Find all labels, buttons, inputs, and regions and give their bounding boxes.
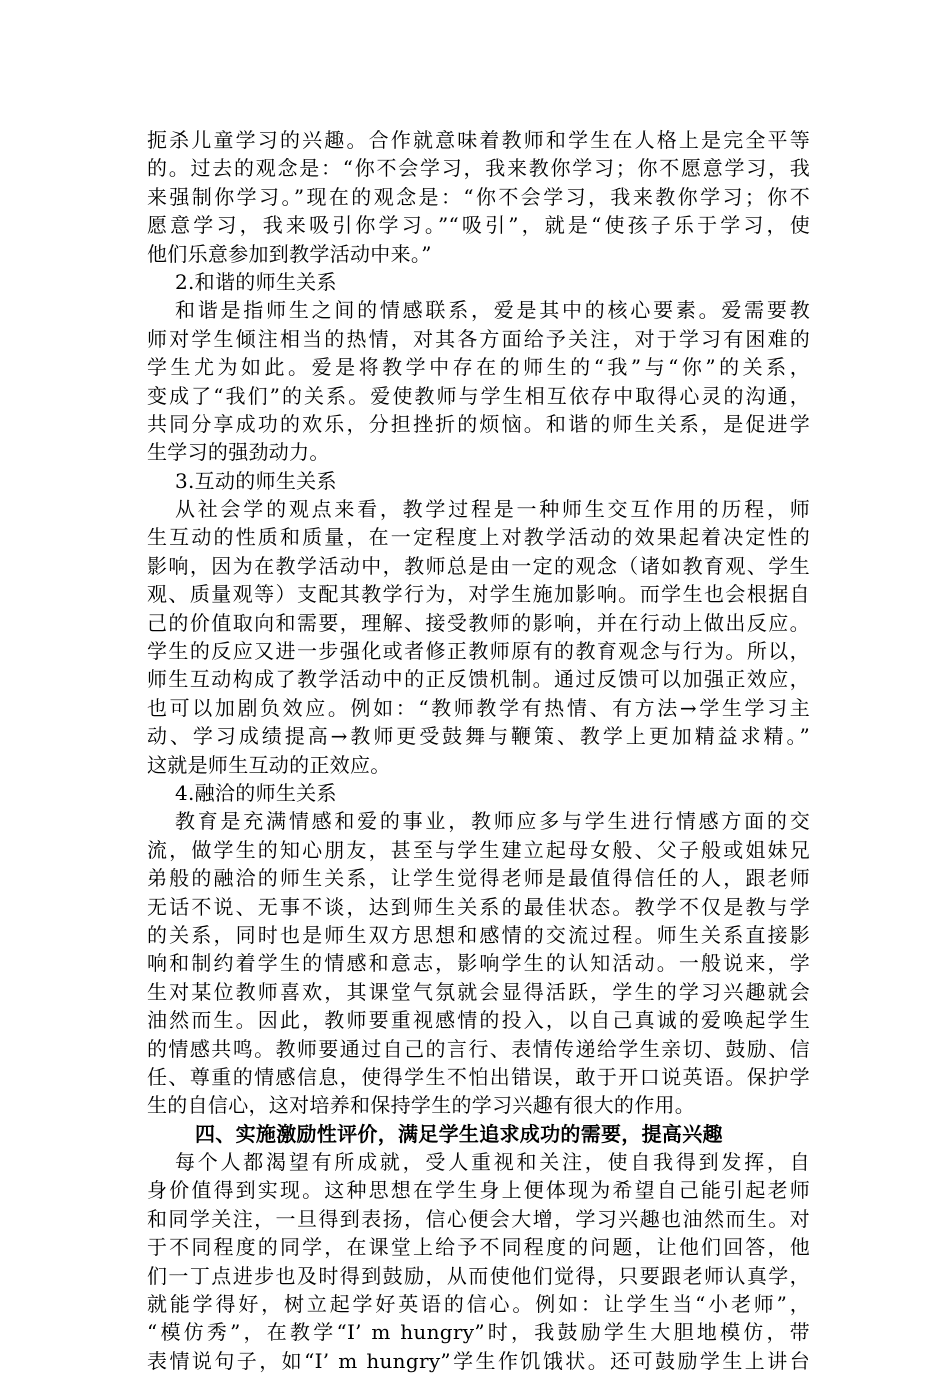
text-line: 师对学生倾注相当的热情，对其各方面给予关注，对于学习有困难的 <box>147 326 810 351</box>
text-line: 生对某位教师喜欢，其课堂气氛就会显得活跃，学生的学习兴趣就会 <box>147 979 810 1004</box>
document-page <box>147 126 810 1375</box>
text-line: 的关系，同时也是师生双方思想和感情的交流过程。师生关系直接影 <box>147 922 810 947</box>
text-line: 生互动的性质和质量，在一定程度上对教学活动的效果起着决定性的 <box>147 525 810 550</box>
text-line: 影响，因为在教学活动中，教师总是由一定的观念（诸如教育观、学生 <box>147 553 810 578</box>
text-line: 弟般的融洽的师生关系，让学生觉得老师是最值得信任的人，跟老师 <box>147 866 810 891</box>
section-heading: 四、实施激励性评价，满足学生追求成功的需要，提高兴趣 <box>195 1121 723 1146</box>
text-line: “模仿秀”，在教学“I’ m hungry”时，我鼓励学生大胆地模仿，带 <box>147 1320 810 1345</box>
text-line: 流，做学生的知心朋友，甚至与学生建立起母女般、父子般或姐妹兄 <box>147 837 810 862</box>
text-line: 观、质量观等）支配其教学行为，对学生施加影响。而学生也会根据自 <box>147 582 810 607</box>
text-line: 的情感共鸣。教师要通过自己的言行、表情传递给学生亲切、鼓励、信 <box>147 1036 810 1061</box>
text-line: 任、尊重的情感信息，使得学生不怕出错误，敢于开口说英语。保护学 <box>147 1064 810 1089</box>
text-line: 变成了“我们”的关系。爱使教师与学生相互依存中取得心灵的沟通， <box>147 383 810 408</box>
text-line: 每个人都渴望有所成就，受人重视和关注，使自我得到发挥，自 <box>175 1150 810 1175</box>
text-line: 扼杀儿童学习的兴趣。合作就意味着教师和学生在人格上是完全平等 <box>147 128 810 152</box>
text-line: 教育是充满情感和爱的事业，教师应多与学生进行情感方面的交 <box>175 809 810 834</box>
text-line: 于不同程度的同学，在课堂上给予不同程度的问题，让他们回答，他 <box>147 1235 810 1260</box>
text-line: 从社会学的观点来看，教学过程是一种师生交互作用的历程，师 <box>175 497 810 522</box>
text-line: 动、学习成绩提高→教师更受鼓舞与鞭策、教学上更加精益求精。” <box>147 724 810 749</box>
text-line: 和同学关注，一旦得到表扬，信心便会大增，学习兴趣也油然而生。对 <box>147 1206 810 1231</box>
text-line: 也可以加剧负效应。例如：“教师教学有热情、有方法→学生学习主 <box>147 695 810 720</box>
text-line: 响和制约着学生的情感和意志，影响学生的认知活动。一般说来，学 <box>147 951 810 976</box>
text-line: 生学习的强劲动力。 <box>147 440 330 465</box>
text-line: 愿意学习，我来吸引你学习。”“吸引”，就是“使孩子乐于学习，使 <box>147 213 810 238</box>
text-line: 油然而生。因此，教师要重视感情的投入，以自己真诚的爱唤起学生 <box>147 1008 810 1033</box>
section-subheading: 2.和谐的师生关系 <box>175 269 337 294</box>
text-line: 无话不说、无事不谈，达到师生关系的最佳状态。教学不仅是教与学 <box>147 894 810 919</box>
text-line: 表情说句子，如“I’ m hungry”学生作饥饿状。还可鼓励学生上讲台 <box>147 1348 810 1373</box>
section-subheading: 3.互动的师生关系 <box>175 468 337 493</box>
section-subheading: 4.融洽的师生关系 <box>175 780 337 805</box>
text-line: 生的自信心，这对培养和保持学生的学习兴趣有很大的作用。 <box>147 1093 696 1118</box>
text-line: 们一丁点进步也及时得到鼓励，从而使他们觉得，只要跟老师认真学， <box>147 1263 810 1288</box>
text-line: 己的价值取向和需要，理解、接受教师的影响，并在行动上做出反应。 <box>147 610 810 635</box>
text-line: 学生尤为如此。爱是将教学中存在的师生的“我”与“你”的关系， <box>147 355 810 380</box>
text-line: 身价值得到实现。这种思想在学生身上便体现为希望自己能引起老师 <box>147 1178 810 1203</box>
text-line: 师生互动构成了教学活动中的正反馈机制。通过反馈可以加强正效应， <box>147 667 810 692</box>
text-line: 来强制你学习。”现在的观念是：“你不会学习，我来教你学习；你不 <box>147 184 810 209</box>
text-line: 的。过去的观念是：“你不会学习，我来教你学习；你不愿意学习，我 <box>147 156 810 181</box>
text-line: 就能学得好，树立起学好英语的信心。例如：让学生当“小老师”， <box>147 1292 810 1317</box>
text-line: 共同分享成功的欢乐，分担挫折的烦恼。和谐的师生关系，是促进学 <box>147 411 810 436</box>
text-line: 这就是师生互动的正效应。 <box>147 752 391 777</box>
text-line: 他们乐意参加到教学活动中来。” <box>147 241 432 266</box>
text-line: 和谐是指师生之间的情感联系，爱是其中的核心要素。爱需要教 <box>175 298 810 323</box>
text-line: 学生的反应又进一步强化或者修正教师原有的教育观念与行为。所以， <box>147 639 810 664</box>
